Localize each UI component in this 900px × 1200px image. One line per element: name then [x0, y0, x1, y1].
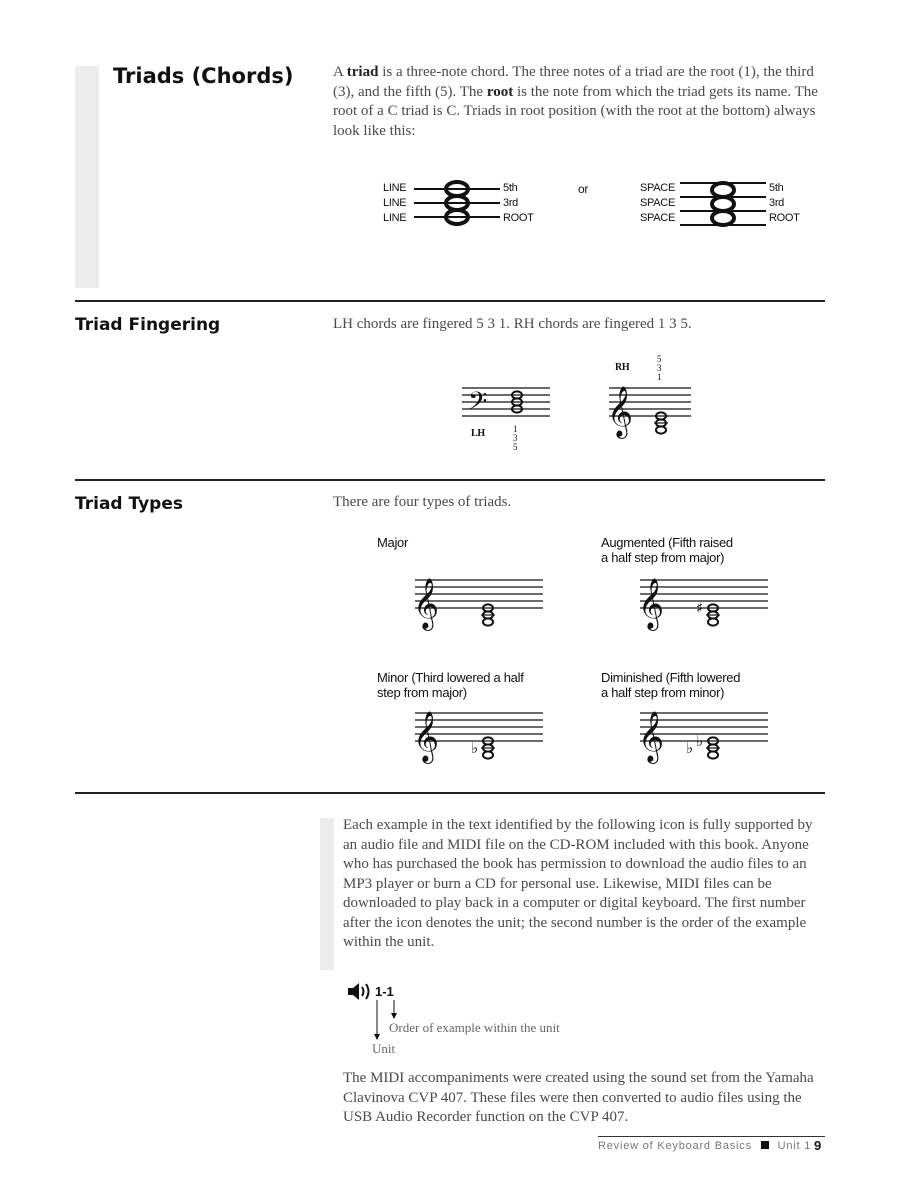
audio-shade-bar [320, 818, 334, 970]
triads-paragraph: A triad is a three-note chord. The three notes of a triad are the root (1), the third (3), and the fifth (5). The root is the note from which the triad gets its name. The root of a C triad is C. Triads in root position (with the root at the bottom) always look like this: [333, 64, 818, 139]
divider-3 [75, 792, 825, 794]
svg-text:♭: ♭ [471, 739, 479, 757]
triads-heading: Triads (Chords) [113, 64, 294, 88]
diminished-staff [640, 713, 770, 773]
section-shade-bar [75, 66, 99, 288]
rh-finger-1: 1 [657, 372, 662, 382]
term-triad: triad [346, 64, 379, 80]
divider-2 [75, 479, 825, 481]
svg-text:𝄢: 𝄢 [468, 387, 488, 422]
rh-treble-staff [609, 388, 699, 448]
footer-square-icon [761, 1141, 769, 1149]
lh-finger-3: 3 [513, 433, 518, 443]
svg-text:𝄞: 𝄞 [413, 711, 440, 762]
diminished-label-line1: Diminished (Fifth lowered [601, 670, 741, 685]
line-triad-diagram [414, 180, 504, 230]
order-label: Order of example within the unit [389, 1020, 560, 1035]
svg-text:♭: ♭ [686, 739, 694, 757]
midi-paragraph: The MIDI accompaniments were created using the sound set from the Yamaha Clavinova CVP 407. These files were then converted to audio files using the USB Audio Recorder function on the CVP 407. [343, 1070, 814, 1125]
degree-third-2: 3rd [769, 197, 784, 209]
lh-finger-1: 1 [513, 424, 518, 434]
diminished-label-line2: a half step from minor) [601, 685, 725, 700]
degree-fifth-2: 5th [769, 182, 784, 194]
lh-label: LH [471, 428, 485, 439]
types-intro: There are four types of triads. [333, 494, 512, 510]
term-root: root [486, 83, 514, 100]
unit-label: Unit [372, 1041, 396, 1056]
audio-paragraph: Each example in the text identified by the following icon is fully supported by an audio file and MIDI file on the CD-ROM included with this book. Anyone who has purchased the book has permission to download the audio files to an MP3 player or burn a CD for personal use. Likewise, MIDI files can be downloaded to play back in a computer or digital keyboard. The first number after the icon denotes the unit; the second number is the order of the example within the unit. [343, 817, 813, 950]
degree-third-1: 3rd [503, 197, 518, 209]
footer-title: Review of Keyboard Basics [598, 1140, 752, 1152]
minor-label-line2: step from major) [377, 685, 467, 700]
minor-label-line1: Minor (Third lowered a half [377, 670, 524, 685]
svg-text:♭: ♭ [696, 732, 704, 750]
rh-finger-3: 3 [657, 363, 662, 373]
degree-root-1: ROOT [503, 212, 534, 224]
lh-bass-staff [462, 388, 552, 448]
space-label-3: SPACE [640, 212, 675, 224]
footer-text [598, 1140, 811, 1152]
footer-unit: Unit 1 [777, 1140, 812, 1152]
svg-text:𝄞: 𝄞 [638, 578, 665, 629]
space-label-2: SPACE [640, 197, 675, 209]
svg-text:𝄞: 𝄞 [413, 578, 440, 629]
augmented-label-line1: Augmented (Fifth raised [601, 535, 733, 550]
degree-fifth-1: 5th [503, 182, 518, 194]
svg-text:♯: ♯ [696, 599, 704, 617]
line-label-3: LINE [383, 212, 407, 224]
page-number: 9 [814, 1138, 822, 1153]
line-label-1: LINE [383, 182, 407, 194]
rh-label: RH [615, 362, 630, 373]
or-label: or [578, 182, 589, 196]
space-triad-diagram [680, 178, 770, 234]
svg-text:𝄞: 𝄞 [638, 711, 665, 762]
rh-finger-5: 5 [657, 354, 662, 364]
svg-text:𝄞: 𝄞 [607, 386, 634, 437]
audio-icon-number: 1-1 [375, 984, 394, 999]
types-heading: Triad Types [75, 494, 183, 514]
footer-rule [598, 1136, 825, 1137]
fingering-heading: Triad Fingering [75, 315, 221, 335]
divider-1 [75, 300, 825, 302]
space-label-1: SPACE [640, 182, 675, 194]
line-label-2: LINE [383, 197, 407, 209]
fingering-text: LH chords are fingered 5 3 1. RH chords are fingered 1 3 5. [333, 316, 692, 332]
augmented-staff [640, 580, 770, 640]
major-staff [415, 580, 545, 640]
degree-root-2: ROOT [769, 212, 800, 224]
major-label: Major [377, 535, 409, 550]
lh-finger-5: 5 [513, 442, 518, 452]
minor-staff [415, 713, 545, 773]
augmented-label-line2: a half step from major) [601, 550, 725, 565]
